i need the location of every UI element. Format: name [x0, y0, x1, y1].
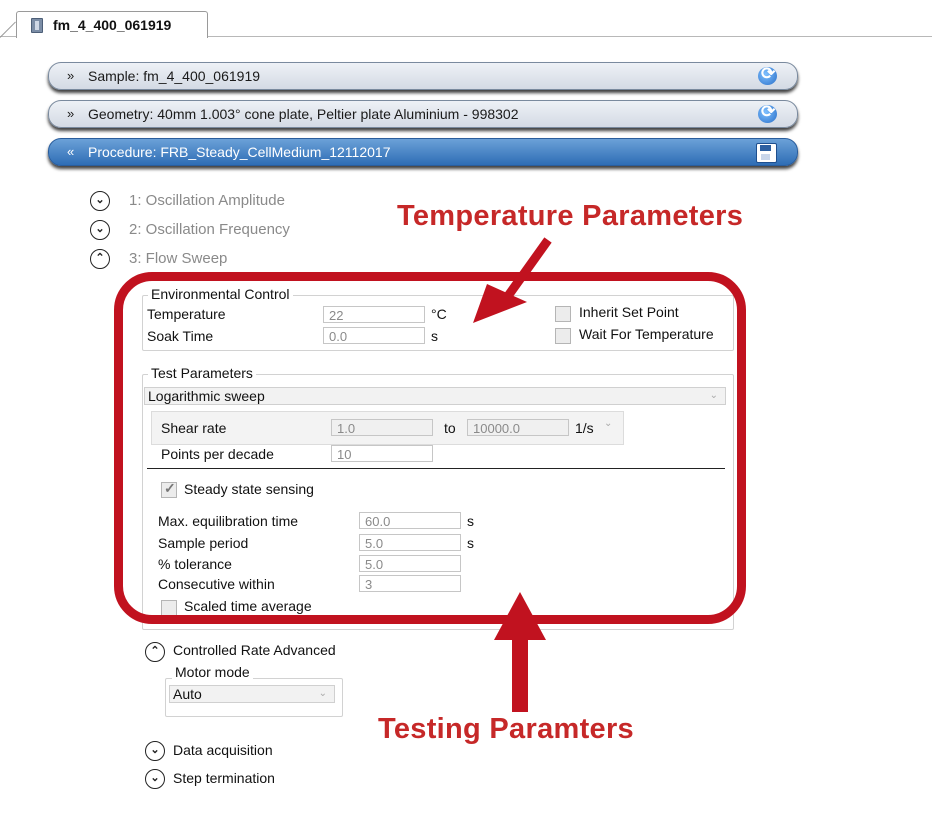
chevron-down-icon[interactable]: ⌄: [90, 220, 110, 240]
test-parameters-legend: Test Parameters: [148, 365, 256, 381]
steady-state-sensing-label: Steady state sensing: [184, 481, 314, 497]
shear-rate-unit-select[interactable]: 1/s: [575, 420, 594, 436]
soak-time-label: Soak Time: [147, 328, 214, 344]
annotation-temperature-parameters: Temperature Parameters: [397, 200, 744, 232]
environmental-control-legend: Environmental Control: [148, 286, 293, 302]
tab-label: fm_4_400_061919: [53, 17, 172, 33]
annotation-testing-parameters: Testing Paramters: [378, 713, 634, 745]
sample-section-title: Sample: fm_4_400_061919: [88, 68, 261, 84]
chevron-expand-icon: »: [67, 68, 75, 83]
wait-for-temperature-label: Wait For Temperature: [579, 326, 714, 342]
temperature-input[interactable]: 22: [323, 306, 425, 323]
data-acquisition-label[interactable]: Data acquisition: [173, 742, 273, 758]
chevron-expand-icon: »: [67, 106, 75, 121]
step-2-label[interactable]: 2: Oscillation Frequency: [129, 221, 290, 238]
chevron-down-icon[interactable]: ⌄: [145, 741, 165, 761]
shear-rate-label: Shear rate: [161, 420, 227, 436]
points-per-decade-input[interactable]: 10: [331, 445, 433, 462]
shear-rate-to-label: to: [444, 420, 456, 436]
temperature-label: Temperature: [147, 306, 226, 322]
tolerance-label: % tolerance: [158, 556, 232, 572]
procedure-section-title: Procedure: FRB_Steady_CellMedium_12112017: [88, 144, 391, 160]
chevron-down-icon[interactable]: ⌄: [145, 769, 165, 789]
sample-period-label: Sample period: [158, 535, 249, 551]
step-termination-label[interactable]: Step termination: [173, 770, 275, 786]
motor-mode-legend: Motor mode: [172, 664, 253, 680]
max-equilibration-time-input[interactable]: 60.0: [359, 512, 461, 529]
sample-period-input[interactable]: 5.0: [359, 534, 461, 551]
consecutive-within-input[interactable]: 3: [359, 575, 461, 592]
arrow-temperature-shaft: [508, 240, 548, 296]
shear-rate-to-input[interactable]: 10000.0: [467, 419, 569, 436]
arrow-temperature-head: [473, 284, 527, 323]
arrow-testing-shaft: [512, 630, 528, 712]
chevron-up-icon[interactable]: ⌃: [90, 249, 110, 269]
max-equilibration-time-label: Max. equilibration time: [158, 513, 299, 529]
motor-mode-value: Auto: [173, 686, 202, 702]
controlled-rate-advanced-label[interactable]: Controlled Rate Advanced: [173, 642, 336, 658]
geometry-section-title: Geometry: 40mm 1.003° cone plate, Peltier plate Aluminium - 998302: [88, 106, 519, 122]
chevron-collapse-icon: «: [67, 144, 75, 159]
sample-period-unit: s: [467, 535, 474, 551]
temperature-unit: °C: [431, 306, 447, 322]
chevron-up-icon[interactable]: ⌃: [145, 642, 165, 662]
max-equilibration-time-unit: s: [467, 513, 474, 529]
scaled-time-average-label: Scaled time average: [184, 598, 312, 614]
soak-time-input[interactable]: 0.0: [323, 327, 425, 344]
chevron-down-icon: ⌄: [318, 688, 327, 699]
chevron-down-icon[interactable]: ⌄: [604, 418, 613, 429]
sweep-type-value: Logarithmic sweep: [148, 388, 265, 404]
inherit-set-point-label: Inherit Set Point: [579, 304, 679, 320]
soak-time-unit: s: [431, 328, 438, 344]
consecutive-within-label: Consecutive within: [158, 576, 275, 592]
chevron-down-icon: ⌄: [709, 390, 718, 401]
step-1-label[interactable]: 1: Oscillation Amplitude: [129, 192, 285, 209]
points-per-decade-label: Points per decade: [161, 446, 274, 462]
shear-rate-from-input[interactable]: 1.0: [331, 419, 433, 436]
chevron-down-icon[interactable]: ⌄: [90, 191, 110, 211]
arrow-testing-head: [494, 592, 546, 640]
step-3-label[interactable]: 3: Flow Sweep: [129, 250, 228, 267]
tolerance-input[interactable]: 5.0: [359, 555, 461, 572]
